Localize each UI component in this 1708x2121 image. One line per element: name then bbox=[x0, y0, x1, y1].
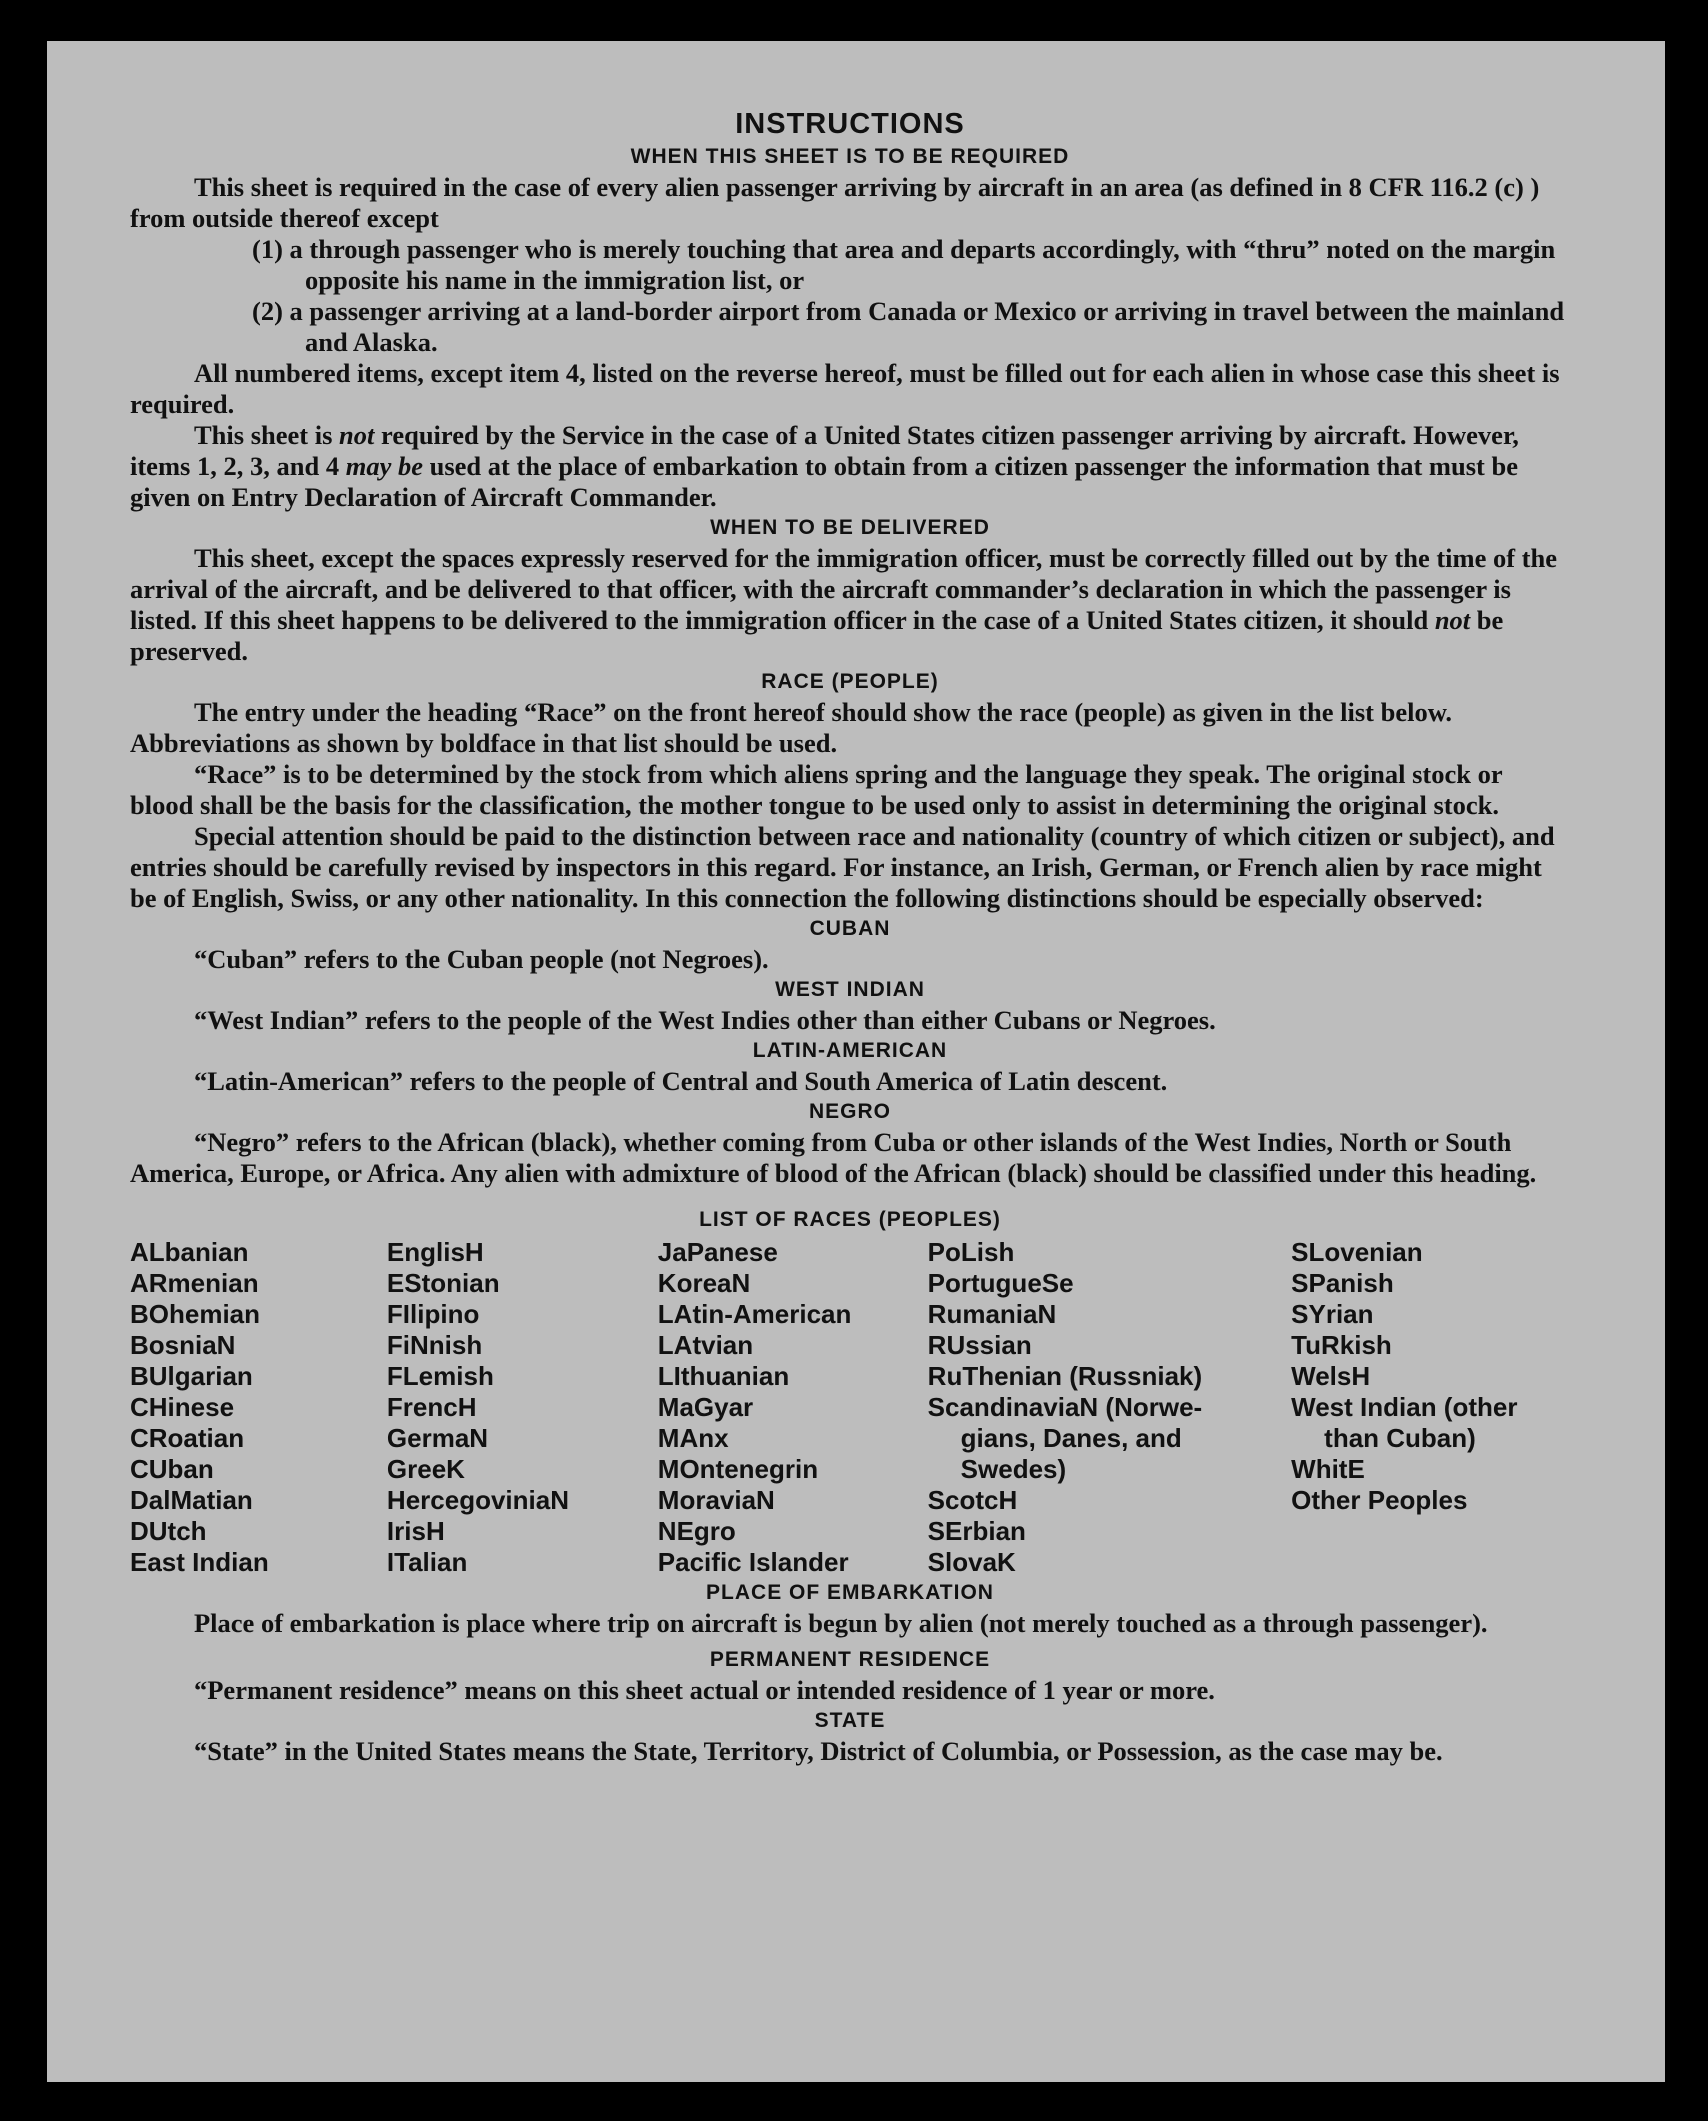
race-item: FrencH bbox=[386, 1392, 477, 1422]
race-item: MOntenegrin bbox=[657, 1454, 819, 1484]
race-item: TuRkish bbox=[1291, 1330, 1392, 1360]
instructions-content bbox=[130, 109, 1570, 1767]
race-item: FLemish bbox=[386, 1361, 494, 1391]
page-title: INSTRUCTIONS bbox=[735, 108, 965, 140]
race-item: MoraviaN bbox=[657, 1485, 775, 1515]
emphasis-text: may be bbox=[345, 451, 423, 481]
paragraph: “Negro” refers to the African (black), whether coming from Cuba or other islands of the West Indies, North or South America, Europe, or Africa. Any alien with admixture of blood of the African (black) should be classified under this heading. bbox=[130, 1127, 1537, 1188]
race-item: GreeK bbox=[386, 1454, 465, 1484]
race-item: RumaniaN bbox=[927, 1299, 1057, 1329]
race-item: East Indian bbox=[130, 1547, 269, 1577]
section-title-residence: PERMANENT RESIDENCE bbox=[709, 1648, 991, 1671]
race-item: HercegoviniaN bbox=[386, 1485, 569, 1515]
race-item: RUssian bbox=[927, 1330, 1032, 1360]
section-title-embarkation: PLACE OF EMBARKATION bbox=[706, 1581, 994, 1604]
race-item: DalMatian bbox=[130, 1485, 253, 1515]
race-item: ALbanian bbox=[130, 1237, 249, 1267]
section-title-races: LIST OF RACES (PEOPLES) bbox=[699, 1208, 1001, 1231]
race-item: CRoatian bbox=[130, 1423, 245, 1453]
race-item: EnglisH bbox=[386, 1237, 484, 1267]
list-item: (1) a through passenger who is merely touching that area and departs accordingly, with “thru” noted on the margin opposite his name in the immigration list, or bbox=[252, 234, 1556, 295]
section-title-delivered: WHEN TO BE DELIVERED bbox=[710, 516, 990, 539]
race-column bbox=[130, 1237, 387, 1578]
section-title-west-indian: WEST INDIAN bbox=[775, 978, 925, 1001]
race-item: SlovaK bbox=[927, 1547, 1016, 1577]
paragraph bbox=[130, 420, 1570, 513]
race-item: JaPanese bbox=[657, 1237, 778, 1267]
text-span: required by the Service in the case of a United States citizen passenger arriving by aircraft. However, items 1, 2, 3, and 4 bbox=[130, 420, 1519, 481]
race-item: IrisH bbox=[386, 1516, 445, 1546]
emphasis-text: not bbox=[339, 420, 375, 450]
paragraph: “Permanent residence” means on this sheet actual or intended residence of 1 year or more. bbox=[194, 1675, 1215, 1705]
race-item: MaGyar bbox=[657, 1392, 754, 1422]
race-item: GermaN bbox=[386, 1423, 489, 1453]
paragraph: This sheet is required in the case of every alien passenger arriving by aircraft in an area (as defined in 8 CFR 116.2 (c) ) from outside thereof except bbox=[130, 172, 1540, 233]
paragraph: “Race” is to be determined by the stock from which aliens spring and the language they speak. The original stock or blood shall be the basis for the classification, the mother tongue to be used only to assist in determining the original stock. bbox=[130, 759, 1503, 820]
section-title-state: STATE bbox=[814, 1709, 886, 1732]
race-item: SErbian bbox=[927, 1516, 1026, 1546]
race-item: BosniaN bbox=[130, 1330, 236, 1360]
document-sheet bbox=[47, 41, 1665, 2082]
paragraph: “Latin-American” refers to the people of Central and South America of Latin descent. bbox=[194, 1066, 1168, 1096]
race-item: ScotcH bbox=[927, 1485, 1018, 1515]
race-item-continued: Swedes) bbox=[960, 1454, 1067, 1484]
race-item-continued: than Cuban) bbox=[1324, 1423, 1476, 1453]
paragraph bbox=[130, 543, 1570, 667]
section-title-negro: NEGRO bbox=[808, 1100, 891, 1123]
text-span: This sheet, except the spaces expressly reserved for the immigration officer, must be correctly filled out by the time of the arrival of the aircraft, and be delivered to that officer, with the aircraft commander’s declaration in which the passenger is listed. If this sheet happens to be delivered to the immigration officer in the case of a United States citizen, it should bbox=[130, 543, 1558, 635]
race-item: ScandinaviaN (Norwe- bbox=[927, 1392, 1203, 1422]
race-column bbox=[1291, 1237, 1570, 1578]
race-item: WhitE bbox=[1291, 1454, 1365, 1484]
race-item: FiNnish bbox=[386, 1330, 483, 1360]
race-item: ARmenian bbox=[130, 1268, 259, 1298]
paragraph: “Cuban” refers to the Cuban people (not Negroes). bbox=[194, 944, 769, 974]
race-item: FIlipino bbox=[386, 1299, 480, 1329]
section-title-required: WHEN THIS SHEET IS TO BE REQUIRED bbox=[630, 145, 1070, 168]
paragraph: Place of embarkation is place where trip on aircraft is begun by alien (not merely touched as a through passenger). bbox=[194, 1608, 1488, 1638]
race-item: BOhemian bbox=[130, 1299, 261, 1329]
section-title-latin-american: LATIN-AMERICAN bbox=[752, 1039, 948, 1062]
race-item: SPanish bbox=[1291, 1268, 1394, 1298]
race-item: SLovenian bbox=[1291, 1237, 1423, 1267]
race-item: LAtvian bbox=[657, 1330, 754, 1360]
race-item: CUban bbox=[130, 1454, 214, 1484]
race-item: KoreaN bbox=[657, 1268, 751, 1298]
list-item: (2) a passenger arriving at a land-border airport from Canada or Mexico or arriving in travel between the mainland and Alaska. bbox=[252, 296, 1565, 357]
race-list bbox=[130, 1237, 1570, 1578]
race-item: BUlgarian bbox=[130, 1361, 253, 1391]
race-item: MAnx bbox=[657, 1423, 729, 1453]
paragraph: All numbered items, except item 4, listed on the reverse hereof, must be filled out for each alien in whose case this sheet is required. bbox=[130, 358, 1560, 419]
race-column bbox=[658, 1237, 928, 1578]
race-item-continued: gians, Danes, and bbox=[960, 1423, 1182, 1453]
race-column bbox=[387, 1237, 658, 1578]
race-item: LAtin-American bbox=[657, 1299, 852, 1329]
section-title-cuban: CUBAN bbox=[809, 917, 891, 940]
race-item: ITalian bbox=[386, 1547, 468, 1577]
race-item: WelsH bbox=[1291, 1361, 1371, 1391]
text-span: This sheet is bbox=[194, 420, 340, 450]
race-item: West Indian (other bbox=[1291, 1392, 1518, 1422]
race-item: DUtch bbox=[130, 1516, 207, 1546]
race-item: CHinese bbox=[130, 1392, 235, 1422]
race-item: SYrian bbox=[1291, 1299, 1374, 1329]
race-item: Other Peoples bbox=[1291, 1485, 1468, 1515]
race-item: Pacific Islander bbox=[657, 1547, 849, 1577]
race-item: RuThenian (Russniak) bbox=[927, 1361, 1203, 1391]
race-item: EStonian bbox=[386, 1268, 500, 1298]
emphasis-text: not bbox=[1434, 605, 1471, 635]
text-span: used at the place of embarkation to obtain from a citizen passenger the information that must be given on Entry Declaration of Aircraft Commander. bbox=[130, 451, 1518, 512]
race-item: PoLish bbox=[927, 1237, 1015, 1267]
section-title-race: RACE (PEOPLE) bbox=[761, 670, 939, 693]
text-span: be preserved. bbox=[130, 605, 1504, 666]
race-item: NEgro bbox=[657, 1516, 736, 1546]
race-column bbox=[928, 1237, 1291, 1578]
paragraph: “State” in the United States means the State, Territory, District of Columbia, or Possession, as the case may be. bbox=[194, 1736, 1443, 1766]
race-item: LIthuanian bbox=[657, 1361, 790, 1391]
paragraph: The entry under the heading “Race” on the front hereof should show the race (people) as given in the list below. Abbreviations as shown by boldface in that list should be used. bbox=[130, 697, 1453, 758]
paragraph: “West Indian” refers to the people of the West Indies other than either Cubans or Negroes. bbox=[194, 1005, 1216, 1035]
race-item: PortugueSe bbox=[927, 1268, 1074, 1298]
paragraph: Special attention should be paid to the distinction between race and nationality (country of which citizen or subject), and entries should be carefully revised by inspectors in this regard. For instance, an Irish, German, or French alien by race might be of English, Swiss, or any other nationality. In this connection the following distinctions should be especially observed: bbox=[130, 821, 1555, 913]
